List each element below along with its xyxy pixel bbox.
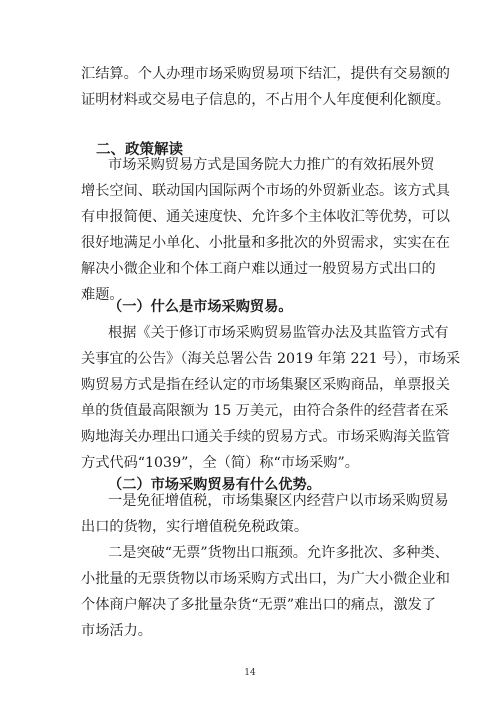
paragraph-line: 个体商户解决了多批量杂货“无票”难出口的痛点，激发了: [81, 597, 437, 613]
paragraph-line: 购贸易方式是指在经认定的市场集聚区采购商品，单票报关: [81, 377, 450, 393]
subsection-heading: （二）市场采购贸易有什么优势。: [108, 477, 321, 493]
section-heading: 二、政策解读: [96, 142, 183, 158]
paragraph-line: 市场采购贸易方式是国务院大力推广的有效拓展外贸: [108, 157, 435, 173]
paragraph-line: 证明材料或交易电子信息的，不占用个人年度便利化额度。: [81, 92, 450, 108]
paragraph-line: 方式代码“1039”，全（简）称“市场采购”。: [81, 455, 359, 471]
page-number: 14: [244, 668, 256, 678]
paragraph-line: 汇结算。个人办理市场采购贸易项下结汇，提供有交易额的: [81, 66, 450, 82]
paragraph-line: 有申报简便、通关速度快、允许多个主体收汇等优势，可以: [81, 209, 450, 225]
paragraph-line: 二是突破“无票”货物出口瓶颈。允许多批次、多种类、: [108, 545, 449, 561]
subsection-heading: （一）什么是市场采购贸易。: [108, 299, 293, 315]
paragraph-line: 一是免征增值税，市场集聚区内经营户以市场采购贸易: [108, 493, 449, 509]
paragraph-line: 很好地满足小单化、小批量和多批次的外贸需求，实实在在: [81, 235, 450, 251]
paragraph-line: 解决小微企业和个体工商户难以通过一般贸易方式出口的: [81, 261, 436, 277]
paragraph-line: 关事宜的公告》（海关总署公告 2019 年第 221 号），市场采: [81, 351, 461, 367]
paragraph-line: 小批量的无票货物以市场采购方式出口，为广大小微企业和: [81, 571, 450, 587]
paragraph-line: 根据《关于修订市场采购贸易监管办法及其监管方式有: [108, 325, 449, 341]
paragraph-line: 难题。: [81, 287, 124, 303]
paragraph-line: 购地海关办理出口通关手续的贸易方式。市场采购海关监管: [81, 429, 450, 445]
paragraph-line: 出口的货物，实行增值税免税政策。: [81, 519, 309, 535]
paragraph-line: 单的货值最高限额为 15 万美元，由符合条件的经营者在采: [81, 403, 449, 419]
paragraph-line: 市场活力。: [81, 623, 152, 639]
paragraph-line: 增长空间、联动国内国际两个市场的外贸新业态。该方式具: [81, 183, 450, 199]
